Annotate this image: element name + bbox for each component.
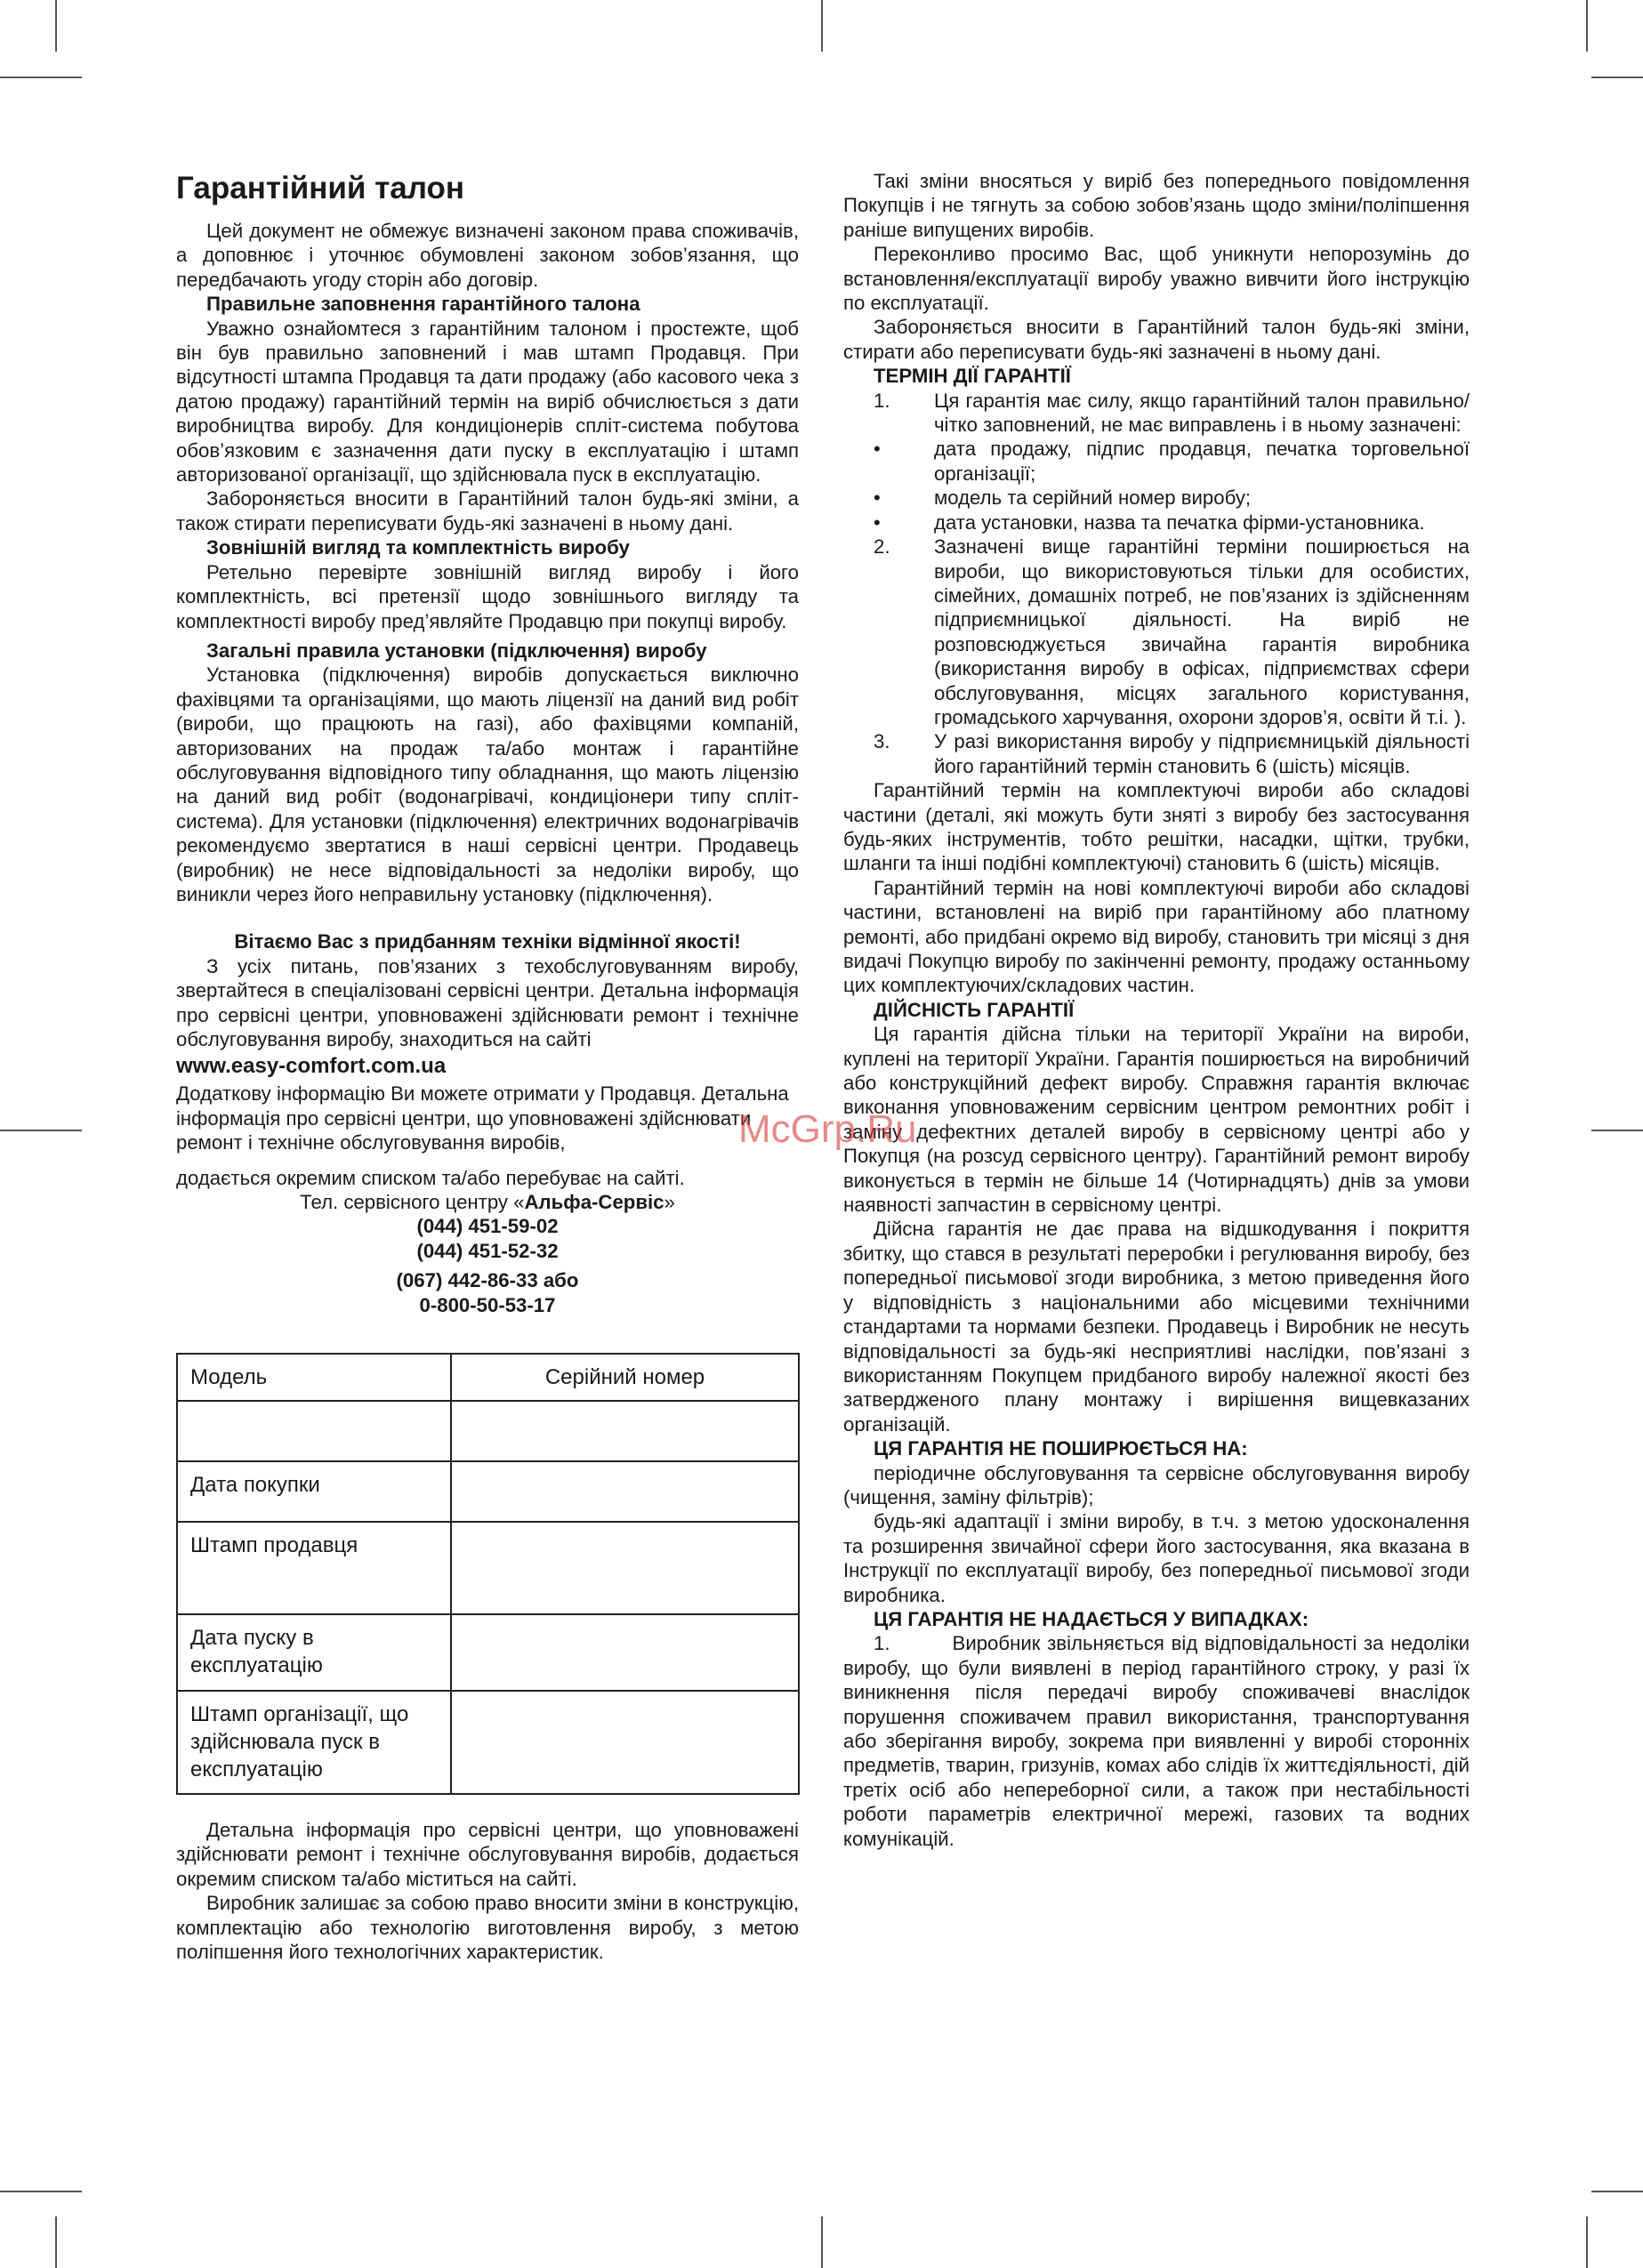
phone-label: Тел. сервісного центру «Альфа-Сервіс» — [300, 1191, 675, 1214]
look-heading: Зовнішній вигляд та комплектність виробу — [206, 536, 630, 559]
prohibit-paragraph: Забороняється вносити в Гарантійний талон будь-які зміни, стирати або переписувати будь-які зазначені в ньому дані. — [843, 316, 1470, 363]
service-company: Альфа-Сервіс — [524, 1191, 664, 1214]
changes-paragraph: Такі зміни вносяться у виріб без попереднього повідомлення Покупців і не тягнуть за собою зобов’язань щодо зміни/поліпшення раніше випущених виробів. — [843, 170, 1470, 241]
fill-paragraph: Уважно ознайомтеся з гарантійним талоном і простежте, щоб він був правильно заповнений і мав штамп Продавця. При відсутності штампа Продавця та дати продажу (або касового чека з датою продажу) гарантійний термін на виріб обчислюється з дати виробництва виробу. Для кондиціонерів спліт-система побутова обов’язковим є зазначення дати пуску в експлуатацію і штамп авторизованої організації, що здійснювала пуск в експлуатацію. — [176, 317, 799, 487]
crop-mark — [0, 1130, 82, 1131]
phone-2: (044) 451-52-32 — [416, 1239, 559, 1262]
crop-mark — [821, 2216, 823, 2268]
list-item: • дата продажу, підпис продавця, печатка торговельної організації; — [874, 438, 1470, 485]
not-apply-item-1: періодичне обслуговування та сервісне обслуговування виробу (чищення, заміну фільтрів); — [843, 1461, 1470, 1508]
serial-field[interactable] — [451, 1401, 799, 1461]
crop-mark — [821, 0, 823, 52]
phone-1: (044) 451-59-02 — [416, 1215, 559, 1238]
seller-stamp-label: Штамп продавця — [177, 1522, 451, 1614]
page-title: Гарантійний талон — [176, 171, 465, 205]
serial-label: Серійний номер — [451, 1354, 799, 1401]
crop-mark — [1586, 0, 1588, 52]
extra-info-2: додається окремим списком та/або перебуває на сайті. — [176, 1166, 685, 1189]
new-parts-paragraph: Гарантійний термін на нові комплектуючі вироби або складові частини, встановлені на виріб при гарантійному або платному ремонті, або придбані окремо від виробу, становить три місяці з дня видачі Покупцю виробу по закінченні ремонту, продажу останньому цих комплектуючих/складових частин. — [843, 876, 1470, 997]
not-apply-heading: ЦЯ ГАРАНТІЯ НЕ ПОШИРЮЄТЬСЯ НА: — [874, 1437, 1248, 1460]
after-table-paragraph-1: Детальна інформація про сервісні центри, що уповноважені здійснювати ремонт і технічне обслуговування виробів, додається окремим списком та/або міститься на сайті. — [176, 1819, 799, 1890]
seller-stamp-field[interactable] — [451, 1522, 799, 1614]
after-table-paragraph-2: Виробник залишає за собою право вносити зміни в конструкцію, комплектацію або технологію виготовлення виробу, з метою поліпшення його технологічних характеристик. — [176, 1892, 799, 1964]
model-field[interactable] — [177, 1401, 451, 1461]
greeting: Вітаємо Вас з придбанням техніки відмінної якості! — [234, 930, 741, 953]
phone-4: 0-800-50-53-17 — [419, 1293, 556, 1316]
watermark: McGrp.Ru — [738, 1107, 917, 1151]
not-given-heading: ЦЯ ГАРАНТІЯ НЕ НАДАЄТЬСЯ У ВИПАДКАХ: — [874, 1607, 1309, 1630]
left-column — [176, 169, 799, 1965]
start-date-label: Дата пуску в експлуатацію — [177, 1614, 451, 1691]
extra-info-1: Додаткову інформацію Ви можете отримати у Продавця. Детальна інформація про сервісні центри, що уповноважені здійснювати ремонт і технічне обслуговування виробів, — [176, 1082, 789, 1154]
warranty-form-table — [176, 1353, 800, 1795]
install-paragraph: Установка (підключення) виробів допускається виключно фахівцями та організаціями, що мають ліцензії на даний вид робіт (вироби, що працюють на газі), або фахівцями компаній, авторизованих на продаж та/або монтаж і гарантійне обслуговування відповідного типу обладнання, що мають ліцензію на даний вид робіт (водонагрівачі, кондиціонери типу спліт-система). Для установки (підключення) електричних водонагрівачів рекомендуємо звертатися в наші сервісні центри. Продавець (виробник) не несе відповідальності за недоліки виробу, що виникли через його неправильну установку (підключення). — [176, 664, 799, 905]
instruction-paragraph: Переконливо просимо Вас, щоб уникнути непорозумінь до встановлення/експлуатації виробу уважно вивчити його інструкцію по експлуатації. — [843, 243, 1470, 315]
right-column — [843, 169, 1470, 1851]
phone-3: (067) 442-86-33 або — [396, 1269, 579, 1292]
list-item: 3. У разі використання виробу у підприємницькій діяльності його гарантійний термін становить 6 (шість) місяців. — [874, 730, 1470, 777]
org-stamp-label: Штамп організації, що здійснювала пуск в експлуатацію — [177, 1691, 451, 1794]
liability-paragraph: Дійсна гарантія не дає права на відшкодування і покриття збитку, що стався в результаті переробки і регулювання виробу, без попередньої письмової згоди виробника, з метою приведення його у відповідність з національними або місцевими технічними стандартами та нормами безпеки. Продавець і Виробник не несуть відповідальності за будь-які несприятливі наслідки, пов’язані з використанням Покупцем придбаного виробу належної якості без затвердженого плану монтажу і вирішення вищевказаних організацій. — [843, 1218, 1470, 1436]
list-item: • дата установки, назва та печатка фірми-установника. — [874, 511, 1425, 534]
intro-paragraph: Цей документ не обмежує визначені законом права споживачів, а доповнює і уточнює обумовлені законом зобов’язання, що передбачають угоду сторін або договір. — [176, 220, 799, 291]
not-apply-item-2: будь-які адаптації і зміни виробу, в т.ч. з метою удосконалення та розширення звичайної сфери його застосування, яка вказана в Інструкції по експлуатації виробу, без попередньої письмової згоди виробника. — [843, 1510, 1470, 1606]
fill-heading: Правильне заповнення гарантійного талона — [206, 293, 640, 316]
website-link[interactable]: www.easy-comfort.com.ua — [176, 1054, 447, 1079]
crop-mark — [55, 0, 57, 52]
crop-mark — [0, 2191, 82, 2192]
list-item: • модель та серійний номер виробу; — [874, 487, 1252, 510]
crop-mark — [1591, 2191, 1643, 2192]
crop-mark — [1591, 1130, 1643, 1131]
crop-mark — [0, 76, 82, 78]
model-label: Модель — [177, 1354, 451, 1401]
start-date-field[interactable] — [451, 1614, 799, 1691]
look-paragraph: Ретельно перевірте зовнішній вигляд виробу і його комплектність, всі претензії щодо зовнішнього вигляду та комплектності виробу пред’являйте Продавцю при покупці виробу. — [176, 560, 799, 632]
not-given-item-1: 1. Виробник звільняється від відповідальності за недоліки виробу, що були виявлені в період гарантійного строку, у разі їх виникнення після передачі виробу споживачеві внаслідок порушення споживачем правил використання, транспортування або зберігання виробу, зокрема при виявленні у виробі сторонніх предметів, тварин, гризунів, комах або слідів їх життєдіяльності, дій третіх осіб або непереборної сили, а також при нестабільності роботи параметрів електричної мережі, газових та водних комунікацій. — [843, 1632, 1470, 1850]
validity-heading: ДІЙСНІСТЬ ГАРАНТІЇ — [874, 998, 1075, 1021]
crop-mark — [55, 2216, 57, 2268]
fill-paragraph-2: Забороняється вносити в Гарантійний талон будь-які зміни, а також стирати переписувати будь-які зазначені в ньому дані. — [176, 487, 799, 535]
service-paragraph: З усіх питань, пов’язаних з техобслуговуванням виробу, звертайтеся в спеціалізовані сервісні центри. Детальна інформація про сервісні центри, уповноважені здійснювати ремонт і технічне обслуговування виробу, знаходиться на сайті — [176, 954, 799, 1050]
purchase-date-field[interactable] — [451, 1461, 799, 1522]
crop-mark — [1586, 2216, 1588, 2268]
list-item: 1. Ця гарантія має силу, якщо гарантійний талон правильно/чітко заповнений, не має виправлень і в ньому зазначені: — [874, 389, 1470, 437]
purchase-date-label: Дата покупки — [177, 1461, 451, 1522]
org-stamp-field[interactable] — [451, 1691, 799, 1794]
list-item: 2. Зазначені вище гарантійні терміни поширюється на вироби, що використовуються тільки для особистих, сімейних, домашніх потреб, не пов’язаних із здійсненням підприємницької діяльності. На виріб не розповсюджується звичайна гарантія виробника (використання виробу в офісах, підприємствах сфери обслуговування, місцях загального користування, громадського харчування, охорони здоров’я, освіти й т.і. ). — [874, 535, 1470, 728]
parts-term-paragraph: Гарантійний термін на комплектуючі вироби або складові частини (деталі, які можуть бути зняті з виробу без застосування будь-яких інструментів, тобто решітки, насадки, щітки, трубки, шланги та інші подібні комплектуючі) становить 6 (шість) місяців. — [843, 779, 1470, 875]
validity-paragraph: Ця гарантія дійсна тільки на території України на вироби, куплені на території України. Гарантія поширюється на виробничий або конструкційний дефект виробу. Справжня гарантія включає виконання уповноваженим сервісним центром ремонтних робіт і заміну дефектних деталей виробу в сервісному центрі або у Покупця (на розсуд сервісного центру). Гарантійний ремонт виробу виконується в термін не більше 14 (Чотирнадцять) днів за умови наявності запчастин в сервісному центрі. — [843, 1023, 1470, 1217]
install-heading: Загальні правила установки (підключення) виробу — [206, 639, 707, 662]
term-list — [843, 389, 1470, 779]
crop-mark — [1591, 76, 1643, 78]
term-heading: ТЕРМІН ДІЇ ГАРАНТІЇ — [874, 365, 1071, 388]
